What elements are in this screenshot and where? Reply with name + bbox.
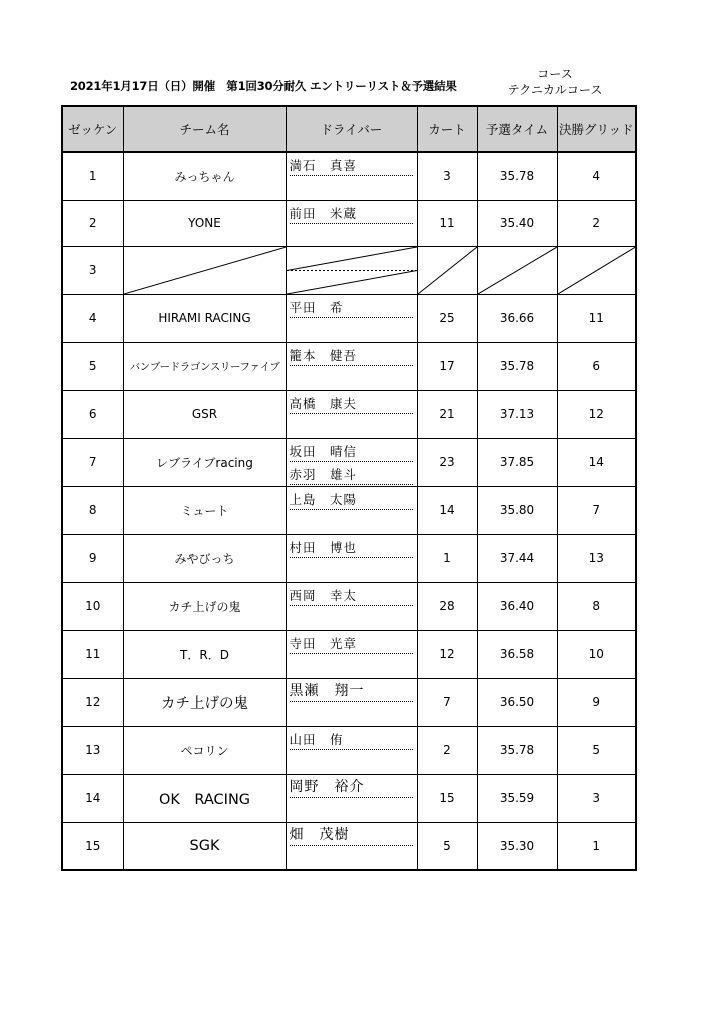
team-name-cell: カチ上げの鬼: [123, 582, 286, 630]
page-title: 2021年1月17日（日）開催 第1回30分耐久 エントリーリスト＆予選結果: [70, 79, 457, 93]
kart-number-cell: 11: [417, 200, 477, 246]
entry-number-cell: 3: [62, 246, 123, 294]
void-slash: [287, 247, 417, 294]
driver-name: 赤羽 雄斗: [290, 466, 413, 485]
table-row: [62, 822, 636, 870]
table-row: [62, 582, 636, 630]
driver-name: 西岡 幸太: [290, 587, 413, 606]
final-grid-cell: 9: [557, 678, 636, 726]
table-row: [62, 246, 636, 294]
kart-number-cell: 7: [417, 678, 477, 726]
column-header-team: チーム名: [123, 106, 286, 152]
team-name-cell: ペコリン: [123, 726, 286, 774]
kart-number-cell: 3: [417, 152, 477, 200]
qualifying-time-cell: 35.78: [477, 726, 557, 774]
driver-cell: [286, 774, 417, 822]
qualifying-time-cell: 35.40: [477, 200, 557, 246]
entry-number-cell: 4: [62, 294, 123, 342]
team-name-cell: カチ上げの鬼: [123, 678, 286, 726]
final-grid-cell: 7: [557, 486, 636, 534]
team-name-cell: SGK: [123, 822, 286, 870]
entry-number-cell: 7: [62, 438, 123, 486]
team-name-cell: OK RACING: [123, 774, 286, 822]
kart-number-cell: 15: [417, 774, 477, 822]
kart-number-cell: 21: [417, 390, 477, 438]
driver-cell: [286, 342, 417, 390]
final-grid-cell: 5: [557, 726, 636, 774]
qualifying-time-cell: 36.66: [477, 294, 557, 342]
final-grid-cell: 12: [557, 390, 636, 438]
course-info: [490, 66, 620, 98]
team-name-cell: HIRAMI RACING: [123, 294, 286, 342]
final-grid-cell: 3: [557, 774, 636, 822]
column-header-final-grid: 決勝グリッド: [557, 106, 636, 152]
driver-name: 前田 米蔵: [290, 205, 413, 224]
final-grid-cell: 6: [557, 342, 636, 390]
qualifying-time-cell: 35.30: [477, 822, 557, 870]
qualifying-time-cell: 37.85: [477, 438, 557, 486]
driver-name: 上島 太陽: [290, 491, 413, 510]
driver-cell: [286, 200, 417, 246]
kart-cell: [417, 246, 477, 294]
driver-name: 坂田 晴信: [290, 443, 413, 462]
void-slash: [478, 247, 557, 294]
qualifying-time-cell: 35.59: [477, 774, 557, 822]
driver-name: 村田 博也: [290, 539, 413, 558]
entry-number-cell: 10: [62, 582, 123, 630]
final-grid-cell: 14: [557, 438, 636, 486]
team-name-cell: T．R．D: [123, 630, 286, 678]
driver-name: 山田 侑: [290, 731, 413, 750]
kart-number-cell: 2: [417, 726, 477, 774]
final-grid-cell: 8: [557, 582, 636, 630]
qualifying-time-cell: [477, 246, 557, 294]
final-grid-cell: 4: [557, 152, 636, 200]
driver-cell: [286, 822, 417, 870]
entry-results-table: [61, 105, 637, 871]
table-row: [62, 390, 636, 438]
qualifying-time-cell: 36.50: [477, 678, 557, 726]
driver-name: 満石 真喜: [290, 157, 413, 176]
void-slash: [558, 247, 636, 294]
void-slash: [124, 247, 286, 294]
final-grid-cell: 2: [557, 200, 636, 246]
qualifying-time-cell: 36.40: [477, 582, 557, 630]
driver-cell: [286, 534, 417, 582]
table-row: [62, 342, 636, 390]
driver-cell: [286, 630, 417, 678]
kart-number-cell: 1: [417, 534, 477, 582]
final-grid-cell: 11: [557, 294, 636, 342]
team-name-cell: みやびっち: [123, 534, 286, 582]
driver-cell: [286, 678, 417, 726]
entry-number-cell: 8: [62, 486, 123, 534]
table-row: [62, 438, 636, 486]
column-header-driver: ドライバー: [286, 106, 417, 152]
table-row: [62, 152, 636, 200]
table-row: [62, 774, 636, 822]
entry-number-cell: 11: [62, 630, 123, 678]
qualifying-time-cell: 35.78: [477, 342, 557, 390]
entry-number-cell: 15: [62, 822, 123, 870]
column-header-qualifying-time: 予選タイム: [477, 106, 557, 152]
qualifying-time-cell: 35.80: [477, 486, 557, 534]
entry-number-cell: 6: [62, 390, 123, 438]
driver-name: 黒瀬 翔一: [290, 683, 413, 702]
entry-number-cell: 2: [62, 200, 123, 246]
driver-cell: [286, 726, 417, 774]
team-name-cell: ミュート: [123, 486, 286, 534]
course-label: コース: [537, 67, 573, 81]
team-name-cell: GSR: [123, 390, 286, 438]
driver-name: 岡野 裕介: [290, 779, 413, 798]
driver-name: 平田 希: [290, 299, 413, 318]
table-row: [62, 630, 636, 678]
qualifying-time-cell: 37.13: [477, 390, 557, 438]
team-name-cell: レブライブracing: [123, 438, 286, 486]
driver-name: 畑 茂樹: [290, 827, 413, 846]
kart-number-cell: 17: [417, 342, 477, 390]
kart-number-cell: 25: [417, 294, 477, 342]
kart-number-cell: 5: [417, 822, 477, 870]
table-row: [62, 200, 636, 246]
qualifying-time-cell: 36.58: [477, 630, 557, 678]
course-name: テクニカルコース: [507, 83, 603, 97]
driver-cell: [286, 246, 417, 294]
void-slash: [418, 247, 477, 294]
final-grid-cell: [557, 246, 636, 294]
entry-number-cell: 13: [62, 726, 123, 774]
driver-cell: [286, 486, 417, 534]
kart-number-cell: 12: [417, 630, 477, 678]
team-name-cell: YONE: [123, 200, 286, 246]
column-header-number: ゼッケン: [62, 106, 123, 152]
table-row: [62, 726, 636, 774]
driver-name: 籠本 健吾: [290, 347, 413, 366]
team-cell: [123, 246, 286, 294]
team-name-cell: バンブードラゴンスリーファイブ: [123, 342, 286, 390]
driver-cell: [286, 390, 417, 438]
driver-cell: [286, 438, 417, 486]
kart-number-cell: 28: [417, 582, 477, 630]
final-grid-cell: 13: [557, 534, 636, 582]
table-row: [62, 486, 636, 534]
driver-cell: [286, 152, 417, 200]
kart-number-cell: 14: [417, 486, 477, 534]
driver-cell: [286, 582, 417, 630]
table-row: [62, 534, 636, 582]
final-grid-cell: 1: [557, 822, 636, 870]
kart-number-cell: 23: [417, 438, 477, 486]
entry-number-cell: 1: [62, 152, 123, 200]
entry-number-cell: 9: [62, 534, 123, 582]
driver-name: 高橋 康夫: [290, 395, 413, 414]
entry-number-cell: 12: [62, 678, 123, 726]
table-row: [62, 294, 636, 342]
table-row: [62, 678, 636, 726]
final-grid-cell: 10: [557, 630, 636, 678]
entry-number-cell: 5: [62, 342, 123, 390]
table-header-row: [62, 106, 636, 152]
driver-cell: [286, 294, 417, 342]
entry-number-cell: 14: [62, 774, 123, 822]
qualifying-time-cell: 35.78: [477, 152, 557, 200]
team-name-cell: みっちゃん: [123, 152, 286, 200]
column-header-kart: カート: [417, 106, 477, 152]
qualifying-time-cell: 37.44: [477, 534, 557, 582]
driver-name: 寺田 光章: [290, 635, 413, 654]
